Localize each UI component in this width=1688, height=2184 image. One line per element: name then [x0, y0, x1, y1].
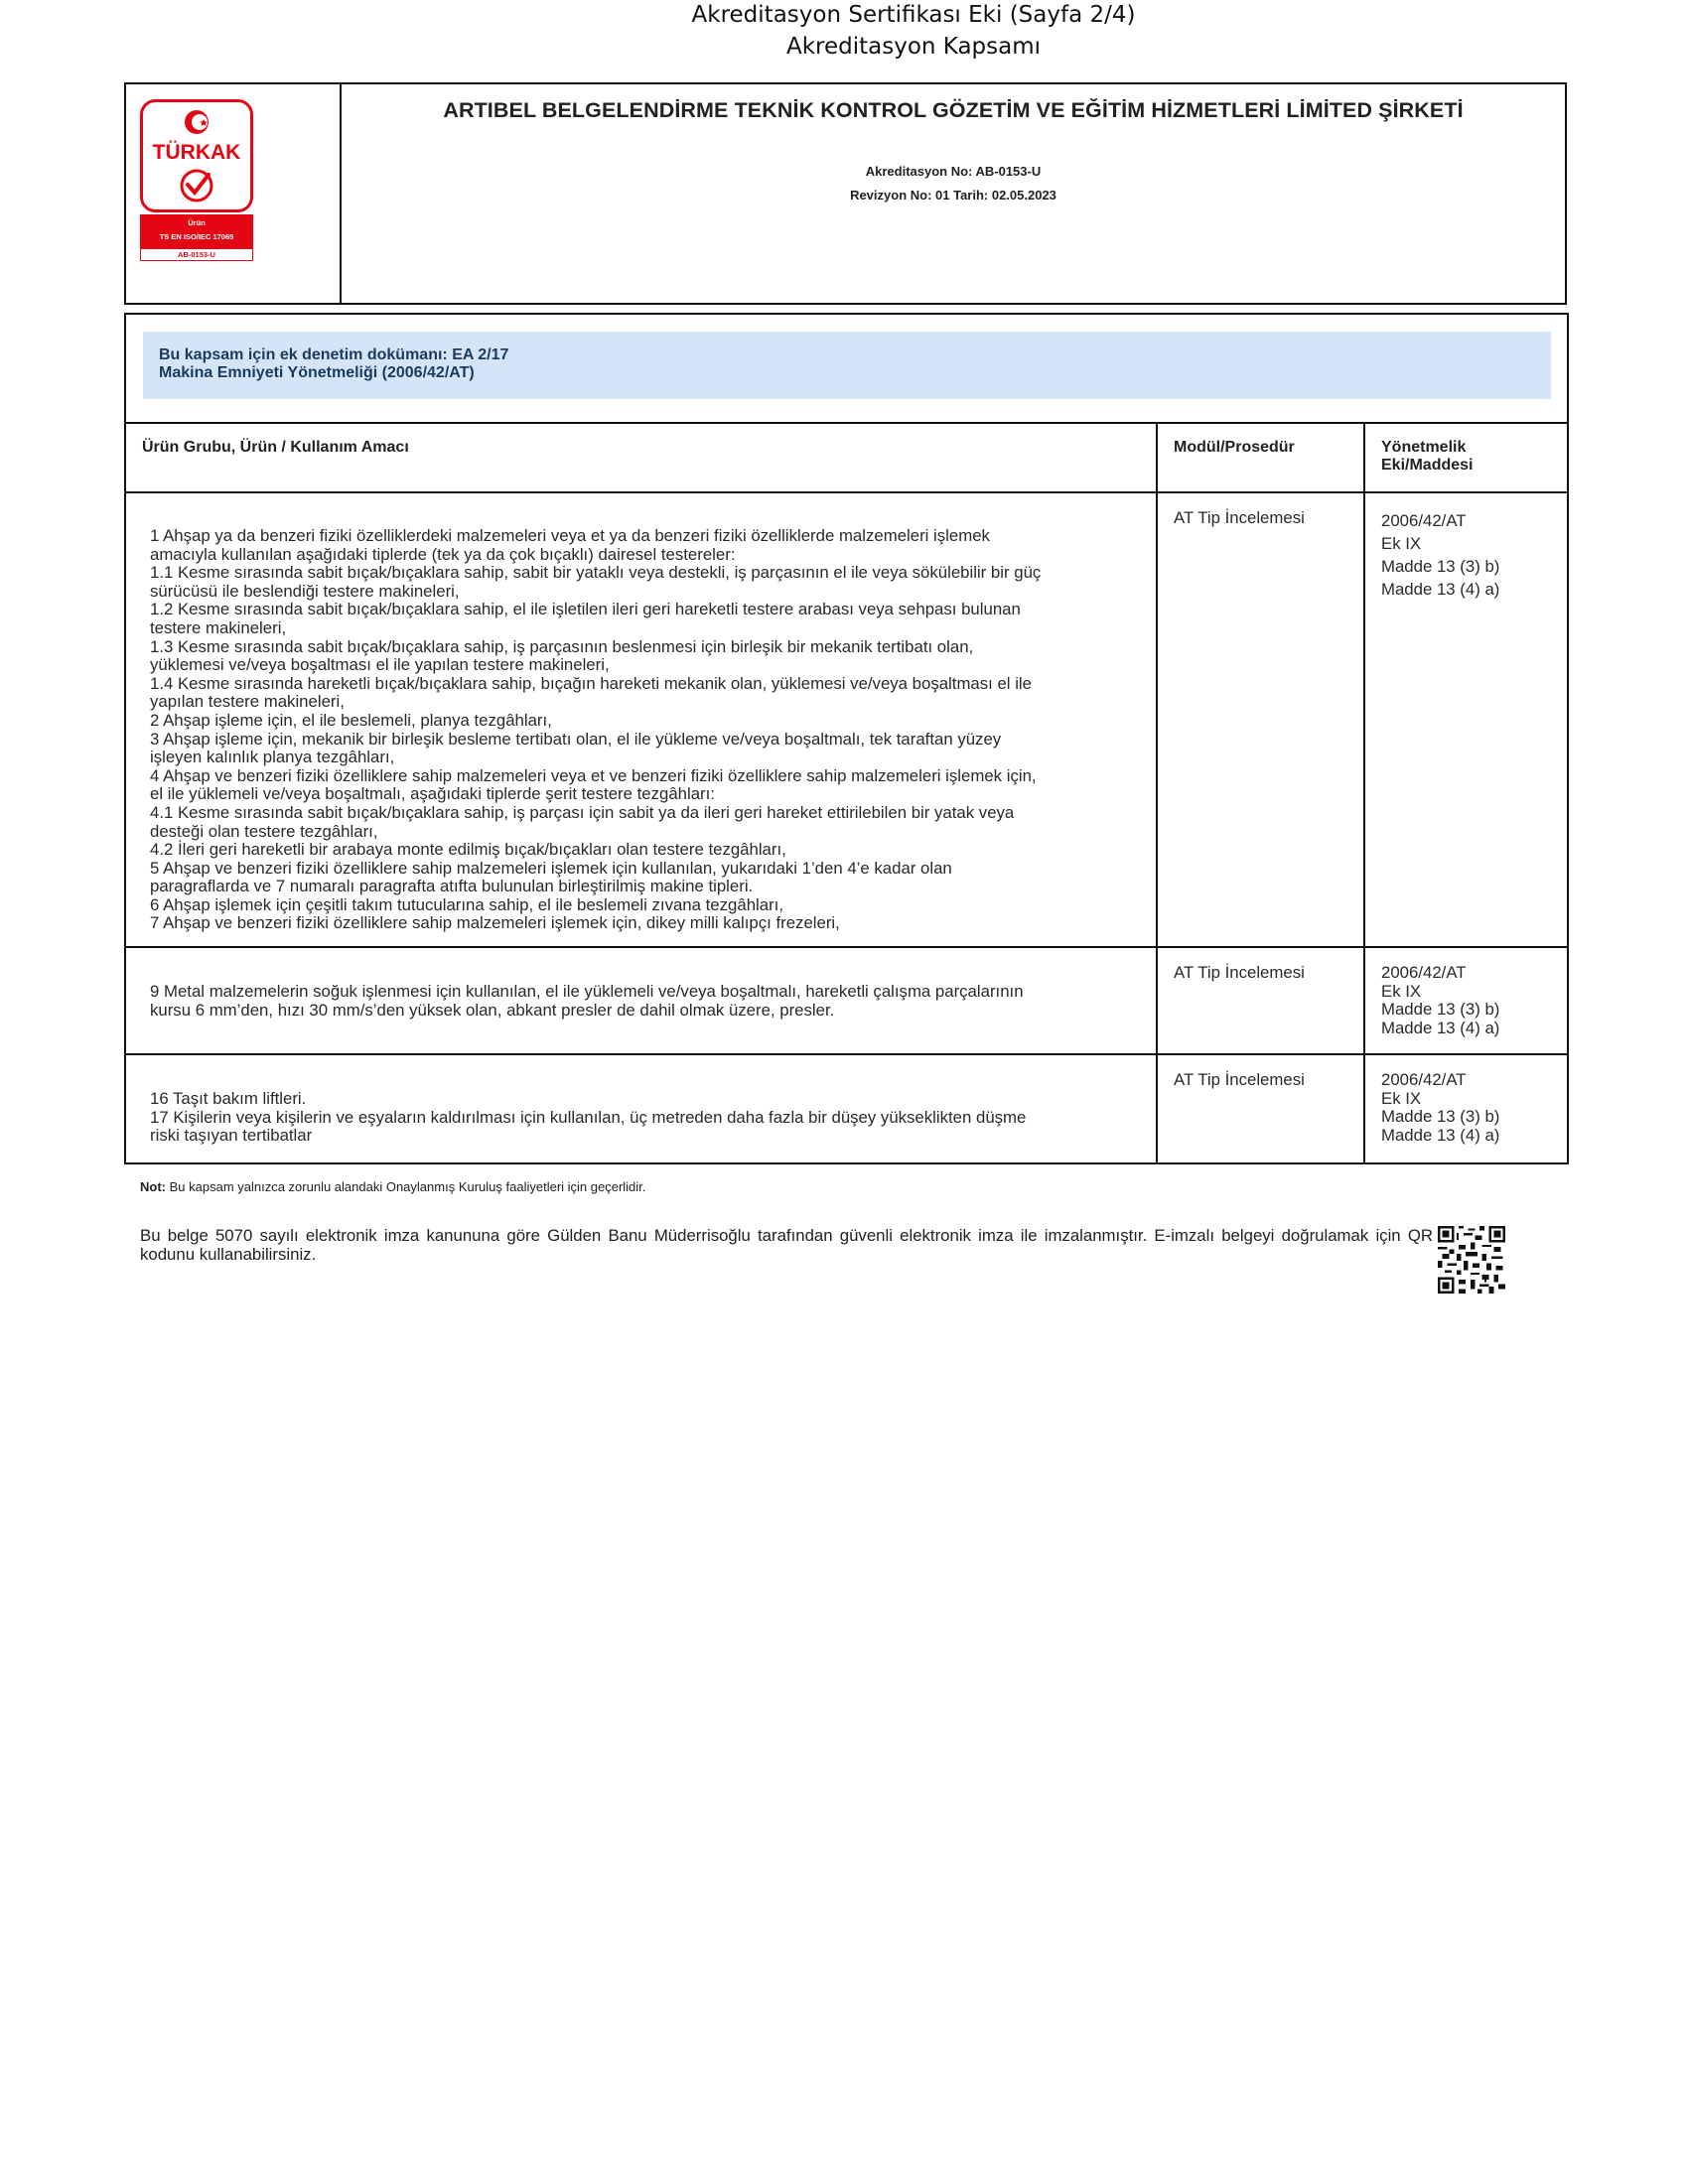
table-row-3-module: AT Tip İncelemesi [1174, 1070, 1305, 1089]
table-row-2-product [150, 983, 1024, 1020]
table-divider [126, 1053, 1567, 1055]
row-line: 17 Kişilerin veya kişilerin ve eşyaların kaldırılması için kullanılan, üç metreden daha fazla bir düşey yükseklikten düşme [150, 1107, 1027, 1127]
header-box [124, 82, 1567, 305]
row-line: 4 Ahşap ve benzeri fiziki özelliklere sahip malzemeleri veya et ve benzeri fiziki özelliklere sahip malzemeleri işlemek için, [150, 765, 1037, 785]
scope-banner [143, 332, 1551, 399]
row-line: 1 Ahşap ya da benzeri fiziki özelliklerdeki malzemeleri veya et ya da benzeri fiziki özelliklerde malzemeleri işlemek [150, 526, 990, 545]
note-label: Not: [140, 1179, 166, 1194]
row-line: 1.1 Kesme sırasında sabit bıçak/bıçaklara sahip, sabit bir yataklı veya destekli, iş parçasının el ile veya sökülebilir bir güç [150, 563, 1042, 583]
note-text: Bu kapsam yalnızca zorunlu alandaki Onaylanmış Kuruluş faaliyetleri için geçerlidir. [166, 1179, 646, 1194]
page-subtitle: Akreditasyon Kapsamı [785, 34, 1042, 60]
row-line: el ile yüklemeli ve/veya boşaltmalı, aşağıdaki tiplerde şerit testere tezgâhları: [150, 784, 715, 804]
regulation-ref: Ek IX [1381, 534, 1422, 553]
row-line: 1.2 Kesme sırasında sabit bıçak/bıçaklara sahip, el ile işletilen ileri geri hareketli testere arabası veya sehpası bulunan [150, 600, 1021, 619]
logo-line1: Ürün [188, 218, 206, 227]
row-line: amacıyla kullanılan aşağıdaki tiplerde (tek ya da çok bıçaklı) dairesel testereler: [150, 544, 736, 564]
regulation-ref: Madde 13 (4) a) [1381, 1018, 1500, 1037]
regulation-ref: Madde 13 (4) a) [1381, 580, 1500, 599]
revision-info: Revizyon No: 01 Tarih: 02.05.2023 [850, 188, 1056, 203]
accreditation-number: Akreditasyon No: AB-0153-U [865, 164, 1042, 179]
row-line: desteği olan testere tezgâhları, [150, 821, 378, 841]
qr-code-icon[interactable] [1438, 1226, 1505, 1294]
regulation-ref: Madde 13 (3) b) [1381, 1107, 1500, 1127]
row-line: 3 Ahşap işleme için, mekanik bir birleşik besleme tertibatı olan, el ile yükleme ve/veya boşaltmalı, tek taraftan yüzey [150, 729, 1002, 749]
row-line: sürücüsü ile beslendiği testere makineleri, [150, 581, 460, 601]
regulation-ref: Madde 13 (4) a) [1381, 1125, 1500, 1145]
logo-line2: TS EN ISO/IEC 17065 [159, 232, 234, 241]
column-header-regulation-line2: Eki/Maddesi [1381, 457, 1474, 474]
table-row-1-product [150, 527, 1041, 933]
table-divider [126, 946, 1567, 948]
row-line: testere makineleri, [150, 617, 287, 637]
row-line: kursu 6 mm’den, hızı 30 mm/s’den yüksek olan, abkant presler de dahil olmak üzere, presler. [150, 1000, 835, 1020]
regulation-ref: Madde 13 (3) b) [1381, 557, 1500, 576]
row-line: riski taşıyan tertibatlar [150, 1126, 313, 1146]
table-row-2-regulation [1381, 964, 1499, 1037]
table-row-1-module: AT Tip İncelemesi [1174, 508, 1305, 527]
page-title: Akreditasyon Sertifikası Eki (Sayfa 2/4) [691, 2, 1136, 28]
row-line: paragraflarda ve 7 numaralı paragrafta atıfta bulunulan birleştirilmiş makine tipleri. [150, 877, 754, 896]
banner-line-1: Bu kapsam için ek denetim dokümanı: EA 2/17 [159, 346, 509, 363]
row-line: 9 Metal malzemelerin soğuk işlenmesi için kullanılan, el ile yüklemeli ve/veya boşaltmalı, hareketli çalışma parçalarının [150, 982, 1024, 1001]
e-signature-statement: Bu belge 5070 sayılı elektronik imza kanununa göre Gülden Banu Müderrisoğlu tarafından güvenli elektronik imza ile imzalanmıştır. E-imzalı belgeyi doğrulamak için QR kodunu kullanabilirsiniz. [140, 1226, 1433, 1264]
turkak-logo-icon [140, 99, 253, 261]
row-line: yüklemesi ve/veya boşaltması el ile yapılan testere makineleri, [150, 655, 610, 675]
column-divider [1363, 422, 1365, 1162]
regulation-ref: 2006/42/AT [1381, 1070, 1467, 1089]
row-line: 1.3 Kesme sırasında sabit bıçak/bıçaklara sahip, iş parçasının beslenmesi için birleşik bir mekanik tertibatı olan, [150, 636, 974, 656]
column-header-regulation-line1: Yönetmelik [1381, 439, 1467, 456]
column-header-regulation [1381, 439, 1473, 475]
table-divider [126, 422, 1567, 424]
logo-brand-text: TÜRKAK [152, 141, 241, 164]
row-line: 7 Ahşap ve benzeri fiziki özelliklere sahip malzemeleri işlemek için, dikey milli kalıpçı frezeleri, [150, 913, 840, 933]
regulation-ref: Ek IX [1381, 1088, 1422, 1108]
row-line: 6 Ahşap işlemek için çeşitli takım tutucularına sahip, el ile beslemeli zıvana tezgâhları, [150, 894, 783, 914]
scope-table [124, 313, 1569, 1164]
banner-line-2: Makina Emniyeti Yönetmeliği (2006/42/AT) [159, 364, 475, 381]
row-line: işleyen kalınlık planya tezgâhları, [150, 748, 395, 767]
table-row-1-regulation [1381, 509, 1499, 601]
row-line: 2 Ahşap işleme için, el ile beslemeli, planya tezgâhları, [150, 710, 552, 730]
column-divider [1156, 422, 1158, 1162]
regulation-ref: 2006/42/AT [1381, 511, 1467, 530]
table-row-3-regulation [1381, 1071, 1499, 1145]
scope-note [140, 1179, 645, 1194]
column-header-product: Ürün Grubu, Ürün / Kullanım Amacı [142, 439, 409, 456]
column-header-module: Modül/Prosedür [1174, 439, 1295, 456]
row-line: 5 Ahşap ve benzeri fiziki özelliklere sahip malzemeleri işlemek için kullanılan, yukarıdaki 1’den 4’e kadar olan [150, 858, 952, 878]
regulation-ref: 2006/42/AT [1381, 963, 1467, 982]
row-line: 16 Taşıt bakım liftleri. [150, 1089, 307, 1108]
row-line: yapılan testere makineleri, [150, 692, 345, 712]
logo-line3: AB-0153-U [178, 250, 215, 259]
logo-cell [126, 84, 342, 303]
regulation-ref: Ek IX [1381, 981, 1422, 1001]
organization-name: ARTIBEL BELGELENDİRME TEKNİK KONTROL GÖZETİM VE EĞİTİM HİZMETLERİ LİMİTED ŞİRKETİ [443, 98, 1464, 122]
table-divider [126, 491, 1567, 493]
row-line: 4.1 Kesme sırasında sabit bıçak/bıçaklara sahip, iş parçası için sabit ya da ileri geri hareket ettirilebilen bir yatak veya [150, 802, 1015, 822]
regulation-ref: Madde 13 (3) b) [1381, 1000, 1500, 1020]
row-line: 1.4 Kesme sırasında hareketli bıçak/bıçaklara sahip, bıçağın hareketi mekanik olan, yüklemesi ve/veya boşaltması el ile [150, 673, 1032, 693]
row-line: 4.2 İleri geri hareketli bir arabaya monte edilmiş bıçak/bıçakları olan testere tezgâhları, [150, 840, 786, 860]
table-row-3-product [150, 1090, 1026, 1146]
table-row-2-module: AT Tip İncelemesi [1174, 963, 1305, 982]
